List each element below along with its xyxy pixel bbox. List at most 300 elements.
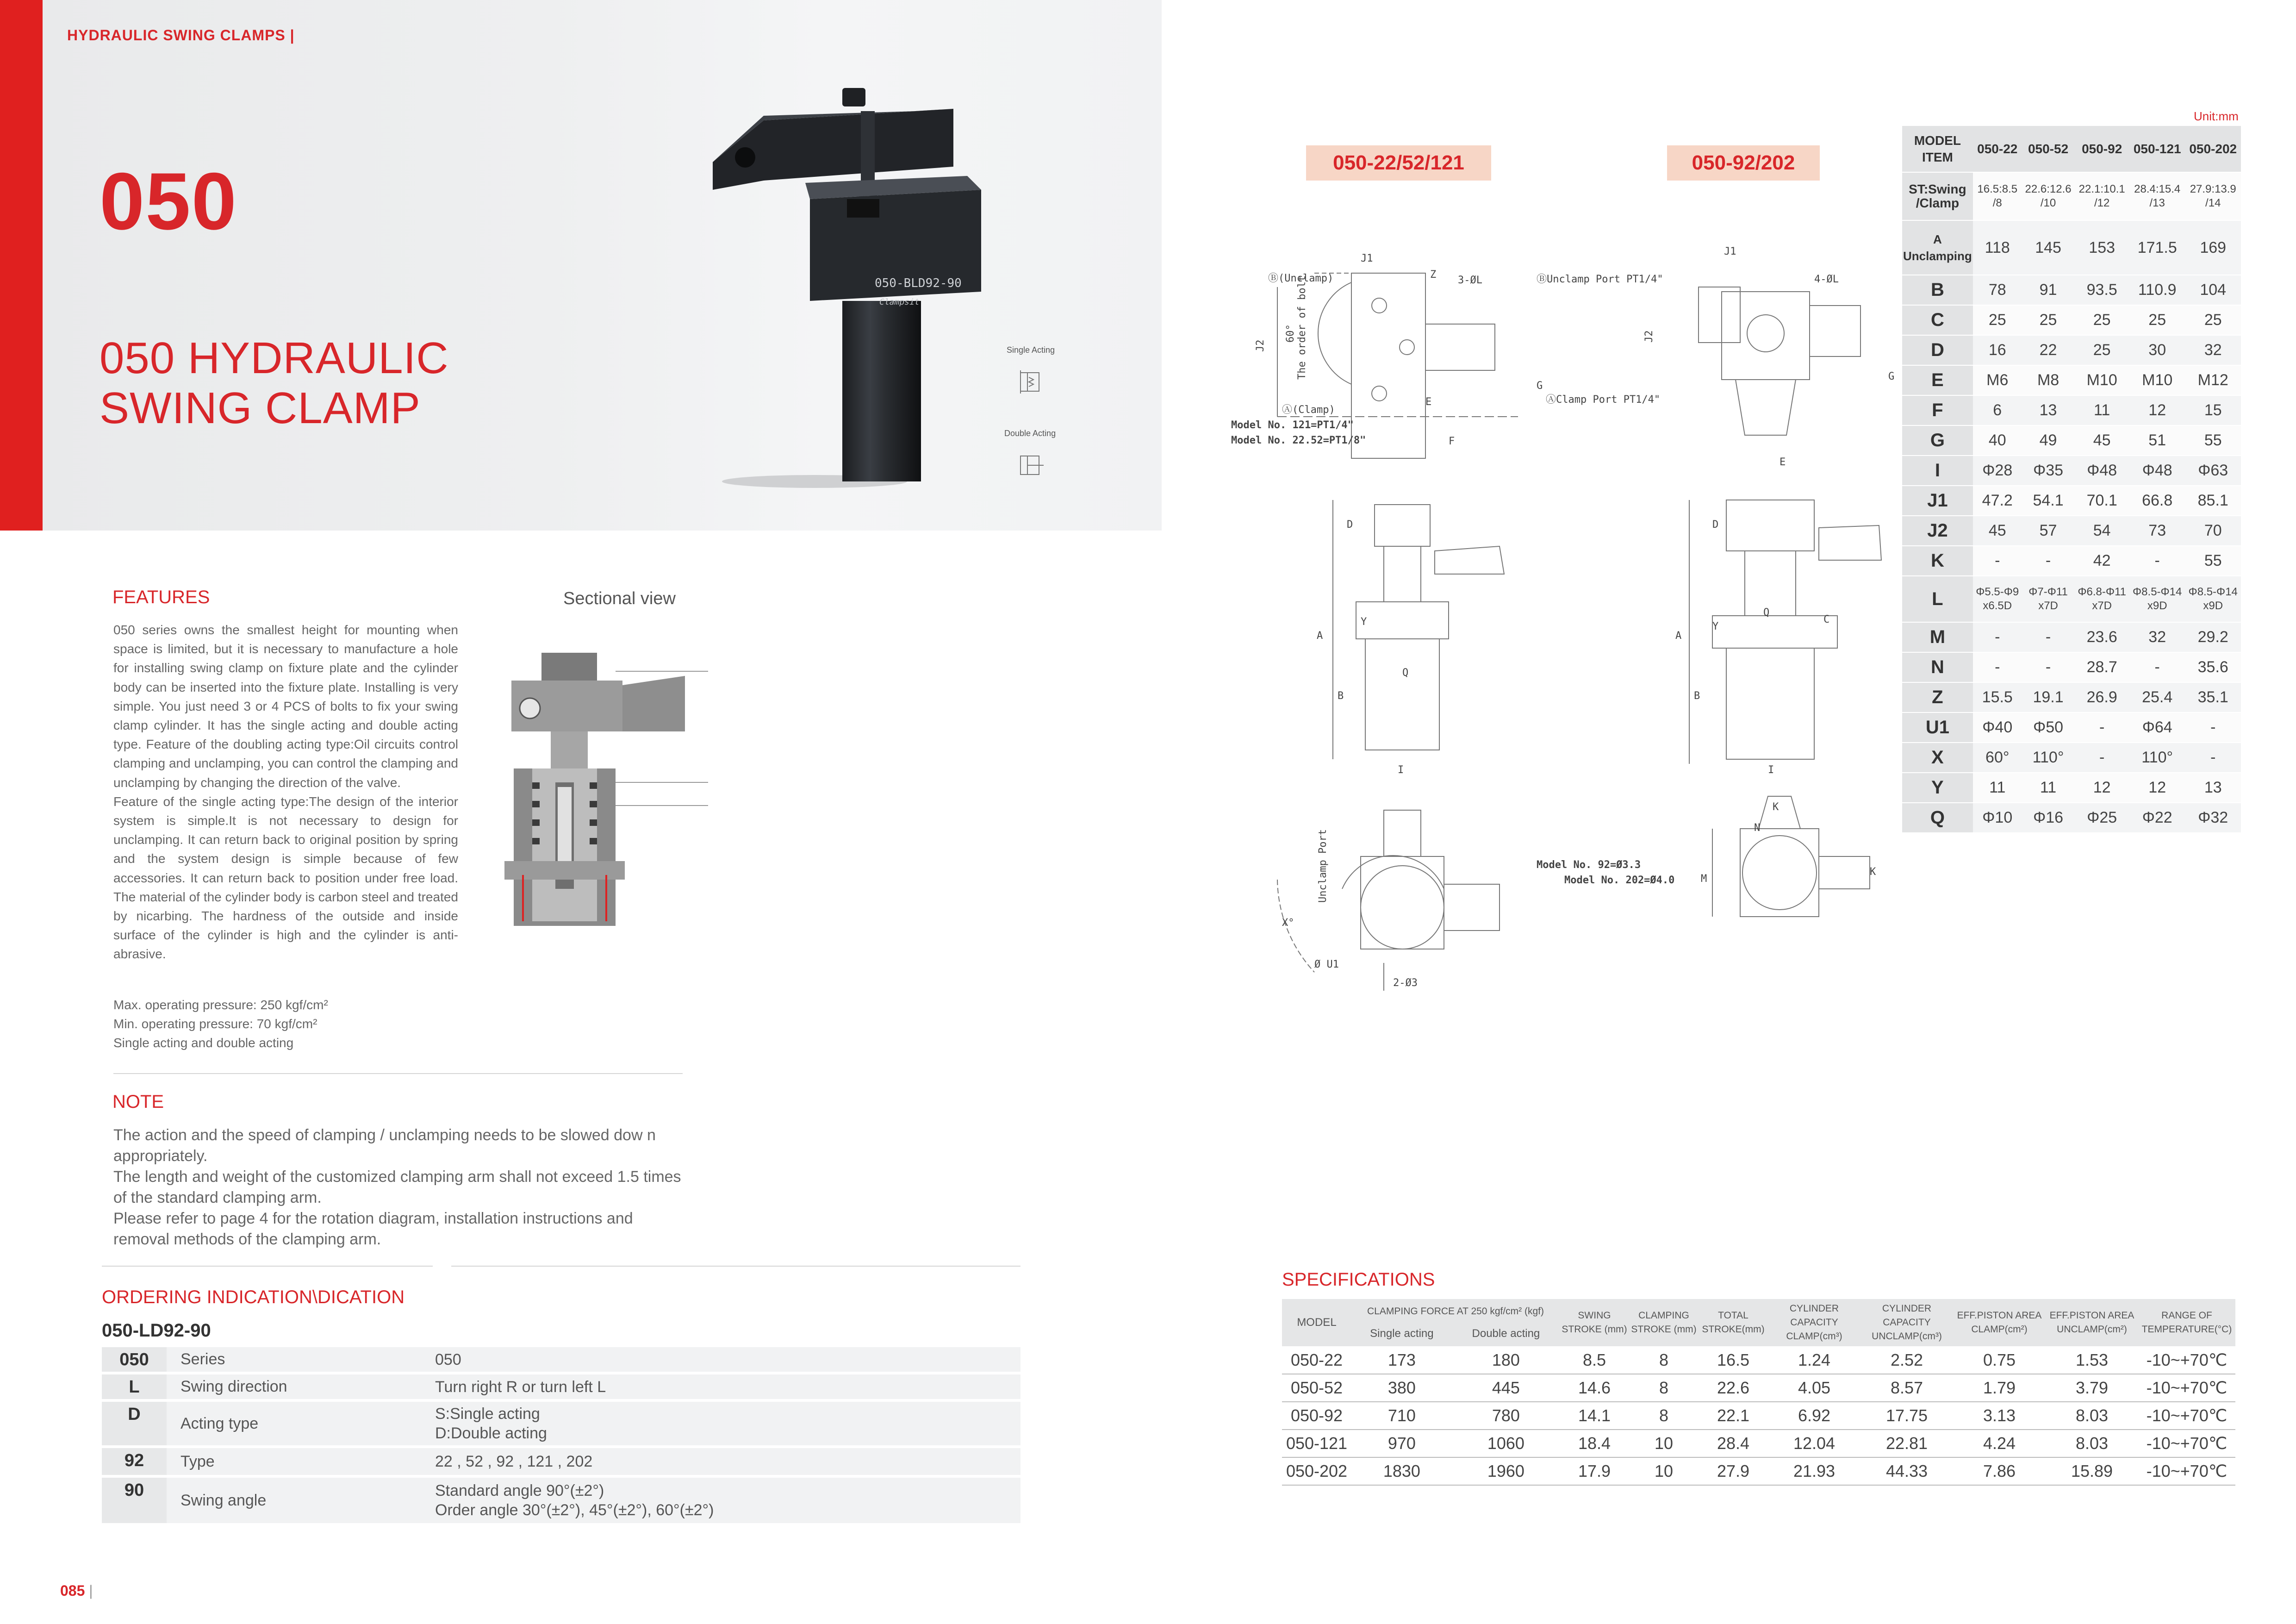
row-label-line: /Clamp — [1916, 196, 1960, 210]
ordering-model: 050-LD92-90 — [102, 1320, 211, 1341]
ordering-value-line: Standard angle 90°(±2°) — [435, 1482, 604, 1499]
col-header: Single acting — [1351, 1321, 1452, 1346]
table-cell: 22 — [2022, 335, 2075, 365]
table-cell: 12 — [2129, 395, 2185, 425]
table-cell: 70.1 — [2074, 486, 2129, 516]
double-acting-label: Double Acting — [1004, 429, 1056, 438]
ordering-value-line: Order angle 30°(±2°), 45°(±2°), 60°(±2°) — [435, 1501, 714, 1519]
table-cell: M8 — [2022, 365, 2075, 395]
table-cell: 49 — [2022, 425, 2075, 456]
table-cell: 45 — [2074, 425, 2129, 456]
table-row — [1902, 335, 2241, 365]
table-cell: 17.9 — [1560, 1457, 1629, 1485]
dim-F: F — [1449, 436, 1455, 447]
page-number-value: 085 — [60, 1582, 85, 1599]
table-cell: - — [2074, 743, 2129, 773]
table-cell: 1060 — [1452, 1430, 1560, 1457]
cell-line: x7D — [2092, 600, 2112, 612]
table-cell: 85.1 — [2185, 486, 2241, 516]
cell-line: 16.5:8.5 — [1977, 183, 2018, 195]
table-cell: 780 — [1452, 1402, 1560, 1430]
dim-I-2: I — [1768, 764, 1774, 776]
sectional-view-drawing — [504, 643, 717, 968]
note-heading: NOTE — [112, 1092, 164, 1112]
ordering-value-line: Turn right R or turn left L — [435, 1378, 606, 1396]
col-header: SWING STROKE (mm) — [1560, 1299, 1629, 1346]
table-cell: 44.33 — [1860, 1457, 1953, 1485]
table-cell: 29.2 — [2185, 622, 2241, 652]
table-cell: 8.03 — [2046, 1430, 2138, 1457]
table-cell — [2022, 576, 2075, 622]
table-cell: 8.57 — [1860, 1374, 1953, 1402]
row-label: J1 — [1902, 486, 1973, 516]
table-cell — [2074, 172, 2129, 220]
table-cell: 118 — [1973, 220, 2022, 275]
table-cell: 1.24 — [1768, 1346, 1860, 1374]
table-cell: 15.89 — [2046, 1457, 2138, 1485]
d1-clamp-label: Ⓐ(Clamp) — [1282, 404, 1335, 416]
dim-E: E — [1425, 396, 1432, 408]
table-row — [102, 1373, 1020, 1400]
table-cell: 11 — [2022, 773, 2075, 803]
table-row — [1902, 305, 2241, 335]
ordering-code: 90 — [102, 1476, 167, 1524]
table-cell: Φ16 — [2022, 803, 2075, 833]
table-cell: 12.04 — [1768, 1430, 1860, 1457]
table-cell: 42 — [2074, 546, 2129, 576]
d3-model-line-2: Model No. 202=Ø4.0 — [1564, 874, 1675, 886]
table-cell: 6 — [1973, 395, 2022, 425]
double-acting-symbol-icon — [1016, 449, 1048, 481]
table-cell: 25 — [2185, 305, 2241, 335]
table-cell: 15.5 — [1973, 682, 2022, 712]
table-cell: 26.9 — [2074, 682, 2129, 712]
d1-model-line-1: Model No. 121=PT1/4" — [1231, 419, 1354, 431]
unit-label: Unit:mm — [2194, 109, 2239, 123]
cell-line: Φ7-Φ11 — [2028, 586, 2068, 598]
table-row — [102, 1347, 1020, 1373]
col-header: 050-52 — [2022, 126, 2075, 172]
table-cell: 13 — [2022, 395, 2075, 425]
cell-line: 28.4:15.4 — [2134, 183, 2181, 195]
dim-N: N — [1754, 822, 1761, 834]
table-row — [1902, 773, 2241, 803]
table-row — [1282, 1402, 2235, 1430]
ordering-name: Swing direction — [167, 1373, 426, 1400]
note-line-3: Please refer to page 4 for the rotation diagram, installation instructions and removal methods of the clamping arm. — [113, 1210, 633, 1248]
ordering-code: 92 — [102, 1447, 167, 1476]
table-cell: 51 — [2129, 425, 2185, 456]
cell-line: Φ8.5-Φ14 — [2133, 586, 2182, 598]
row-label: L — [1902, 576, 1973, 622]
ordering-code: D — [102, 1400, 167, 1447]
table-cell: 40 — [1973, 425, 2022, 456]
table-cell: Φ63 — [2185, 456, 2241, 486]
d3-port-label: Unclamp Port — [1317, 829, 1329, 903]
dimensions-table — [1902, 126, 2241, 833]
title-line-1: 050 HYDRAULIC — [100, 333, 449, 383]
dim-J2: J2 — [1255, 339, 1266, 352]
row-label — [1902, 172, 1973, 220]
cell-line: 27.9:13.9 — [2190, 183, 2236, 195]
table-cell: M12 — [2185, 365, 2241, 395]
table-row — [1282, 1374, 2235, 1402]
table-cell: 25 — [1973, 305, 2022, 335]
cell-line: /14 — [2205, 197, 2221, 209]
col-header: CYLINDER CAPACITY UNCLAMP(cm³) — [1860, 1299, 1953, 1346]
d1-angle-label: 60° — [1285, 324, 1296, 343]
page-separator: | — [89, 1582, 93, 1599]
table-cell: 22.1 — [1699, 1402, 1768, 1430]
cell-line: x9D — [2147, 600, 2167, 612]
table-cell: 11 — [1973, 773, 2022, 803]
table-cell: 18.4 — [1560, 1430, 1629, 1457]
product-photo — [694, 83, 981, 491]
table-cell: 380 — [1351, 1374, 1452, 1402]
table-row — [1902, 546, 2241, 576]
table-cell: Φ35 — [2022, 456, 2075, 486]
table-cell: 11 — [2074, 395, 2129, 425]
row-label: Y — [1902, 773, 1973, 803]
table-cell: -10~+70℃ — [2138, 1374, 2235, 1402]
table-cell: 45 — [1973, 516, 2022, 546]
hero-banner — [43, 0, 1162, 531]
table-cell: 22.81 — [1860, 1430, 1953, 1457]
row-label: Q — [1902, 803, 1973, 833]
ordering-value — [426, 1476, 1020, 1524]
table-cell: 104 — [2185, 275, 2241, 305]
note-text — [113, 1125, 692, 1250]
table-cell: 710 — [1351, 1402, 1452, 1430]
table-cell: 25 — [2074, 335, 2129, 365]
table-cell: 145 — [2022, 220, 2075, 275]
table-cell: 78 — [1973, 275, 2022, 305]
row-label: Z — [1902, 682, 1973, 712]
table-cell: 21.93 — [1768, 1457, 1860, 1485]
table-row — [1902, 652, 2241, 682]
dim-M: M — [1701, 873, 1707, 885]
table-cell: 16.5 — [1699, 1346, 1768, 1374]
table-row — [1902, 275, 2241, 305]
page-title — [100, 333, 449, 433]
dim-B: B — [1338, 690, 1344, 702]
table-cell: 30 — [2129, 335, 2185, 365]
single-acting-symbol-icon — [1016, 366, 1048, 398]
cell-line: x9D — [2203, 600, 2223, 612]
cell-line: /13 — [2149, 197, 2165, 209]
table-cell: - — [1973, 546, 2022, 576]
table-row — [1282, 1430, 2235, 1457]
table-cell: 12 — [2129, 773, 2185, 803]
title-line-2: SWING CLAMP — [100, 383, 421, 433]
table-cell: Φ32 — [2185, 803, 2241, 833]
sectional-view-label: Sectional view — [563, 589, 676, 608]
table-cell: Φ10 — [1973, 803, 2022, 833]
table-cell: - — [2185, 712, 2241, 743]
brand-stamp: Clampsit — [879, 297, 920, 307]
col-header: CLAMPING FORCE AT 250 kgf/cm² (kgf) — [1351, 1299, 1560, 1321]
table-row — [1902, 743, 2241, 773]
divider — [113, 1073, 683, 1074]
table-cell: Φ48 — [2074, 456, 2129, 486]
row-label: E — [1902, 365, 1973, 395]
single-acting-label: Single Acting — [1007, 345, 1055, 355]
table-cell: 14.6 — [1560, 1374, 1629, 1402]
table-cell: - — [2129, 546, 2185, 576]
table-cell: 17.75 — [1860, 1402, 1953, 1430]
ordering-name: Swing angle — [167, 1476, 426, 1524]
table-cell: 73 — [2129, 516, 2185, 546]
table-cell: 10 — [1629, 1430, 1699, 1457]
technical-drawings — [1222, 241, 1893, 1018]
dim-X: X° — [1282, 917, 1294, 929]
table-cell: 19.1 — [2022, 682, 2075, 712]
specifications-heading: SPECIFICATIONS — [1282, 1269, 1435, 1290]
table-cell: 7.86 — [1953, 1457, 2046, 1485]
d3-model-line-1: Model No. 92=Ø3.3 — [1537, 859, 1641, 871]
table-row — [1282, 1346, 2235, 1374]
table-cell: 6.92 — [1768, 1402, 1860, 1430]
table-cell: 27.9 — [1699, 1457, 1768, 1485]
row-label: J2 — [1902, 516, 1973, 546]
table-cell: 15 — [2185, 395, 2241, 425]
table-cell: 28.7 — [2074, 652, 2129, 682]
table-cell: 1830 — [1351, 1457, 1452, 1485]
row-label: B — [1902, 275, 1973, 305]
table-cell: 970 — [1351, 1430, 1452, 1457]
table-cell: Φ50 — [2022, 712, 2075, 743]
table-cell: -10~+70℃ — [2138, 1402, 2235, 1430]
table-cell: Φ25 — [2074, 803, 2129, 833]
table-cell: 47.2 — [1973, 486, 2022, 516]
row-label: G — [1902, 425, 1973, 456]
table-cell: 110° — [2129, 743, 2185, 773]
ordering-value — [426, 1373, 1020, 1400]
col-header: CLAMPING STROKE (mm) — [1629, 1299, 1699, 1346]
table-cell: 050-121 — [1282, 1430, 1351, 1457]
table-cell: 4.24 — [1953, 1430, 2046, 1457]
table-cell: 169 — [2185, 220, 2241, 275]
table-cell: 55 — [2185, 546, 2241, 576]
table-row — [1902, 425, 2241, 456]
row-label: D — [1902, 335, 1973, 365]
max-pressure: Max. operating pressure: 250 kgf/cm² — [113, 998, 328, 1012]
table-cell: 1.79 — [1953, 1374, 2046, 1402]
table-cell: M10 — [2074, 365, 2129, 395]
col-header: 050-202 — [2185, 126, 2241, 172]
ordering-code: 050 — [102, 1347, 167, 1373]
col-header: CYLINDER CAPACITY CLAMP(cm³) — [1768, 1299, 1860, 1346]
col-header: 050-121 — [2129, 126, 2185, 172]
dim-J1-2: J1 — [1724, 246, 1736, 257]
table-cell — [2074, 576, 2129, 622]
table-cell: 13 — [2185, 773, 2241, 803]
col-header: EFF.PISTON AREA CLAMP(cm²) — [1953, 1299, 2046, 1346]
table-cell: 8 — [1629, 1402, 1699, 1430]
table-row — [1902, 622, 2241, 652]
tab-050-22-52-121[interactable]: 050-22/52/121 — [1306, 145, 1491, 181]
table-cell: 2.52 — [1860, 1346, 1953, 1374]
col-header: MODEL ITEM — [1902, 126, 1973, 172]
table-row — [1902, 576, 2241, 622]
col-header: 050-92 — [2074, 126, 2129, 172]
table-cell: 14.1 — [1560, 1402, 1629, 1430]
table-cell: 35.6 — [2185, 652, 2241, 682]
features-text — [113, 620, 458, 964]
col-header: EFF.PISTON AREA UNCLAMP(cm²) — [2046, 1299, 2138, 1346]
dim-C: C — [1823, 614, 1830, 625]
table-cell — [2129, 576, 2185, 622]
table-cell: -10~+70℃ — [2138, 1430, 2235, 1457]
cell-line: /8 — [1992, 197, 2002, 209]
table-cell: Φ22 — [2129, 803, 2185, 833]
table-cell: 25.4 — [2129, 682, 2185, 712]
cell-line: x7D — [2038, 600, 2058, 612]
table-cell: 050-22 — [1282, 1346, 1351, 1374]
table-row — [1902, 803, 2241, 833]
dim-J2-2: J2 — [1643, 330, 1655, 343]
col-header: MODEL — [1282, 1299, 1351, 1346]
red-side-bar — [0, 0, 43, 531]
table-cell: - — [2022, 652, 2075, 682]
dim-E-2: E — [1780, 456, 1786, 468]
dim-D: D — [1347, 519, 1353, 531]
table-cell: 1.53 — [2046, 1346, 2138, 1374]
cell-line: 22.6:12.6 — [2025, 183, 2072, 195]
features-paragraph-2: Feature of the single acting type:The design of the interior system is simple.It is not necessary to design for unclamping. It can return back to original position by spring and the system design is simple because of few accessories. It can return back to position under free load. The material of the cylinder body is carbon steel and treated by nicarbing. The hardness of the outside and inside surface of the cylinder is high and the cylinder is anti-abrasive. — [113, 794, 458, 962]
ordering-value-line: 22 , 52 , 92 , 121 , 202 — [435, 1453, 593, 1470]
dim-A-2: A — [1675, 630, 1682, 642]
row-label: I — [1902, 456, 1973, 486]
table-cell: 445 — [1452, 1374, 1560, 1402]
table-cell: Φ28 — [1973, 456, 2022, 486]
dim-D-2: D — [1712, 519, 1719, 531]
table-row — [1902, 220, 2241, 275]
ordering-heading: ORDERING INDICATION\DICATION — [102, 1287, 405, 1307]
ordering-value-line: 050 — [435, 1350, 461, 1368]
table-cell: 153 — [2074, 220, 2129, 275]
product-stamp: 050-BLD92-90 — [875, 276, 962, 290]
table-cell: 91 — [2022, 275, 2075, 305]
ordering-value-line: D:Double acting — [435, 1424, 547, 1442]
table-cell: 25 — [2074, 305, 2129, 335]
table-cell — [2129, 172, 2185, 220]
ordering-code: L — [102, 1373, 167, 1400]
ordering-name: Type — [167, 1447, 426, 1476]
row-label-line: A — [1933, 232, 1942, 246]
cell-line: /10 — [2040, 197, 2056, 209]
table-cell — [1973, 576, 2022, 622]
dim-G: G — [1537, 380, 1543, 392]
table-cell: 173 — [1351, 1346, 1452, 1374]
table-cell: - — [2074, 712, 2129, 743]
col-header: RANGE OF TEMPERATURE(°C) — [2138, 1299, 2235, 1346]
d1-model-line-2: Model No. 22.52=PT1/8" — [1231, 435, 1366, 446]
cell-line: x6.5D — [1983, 600, 2012, 612]
table-row — [1902, 456, 2241, 486]
table-cell: - — [1973, 652, 2022, 682]
table-cell: 93.5 — [2074, 275, 2129, 305]
dim-U1: Ø U1 — [1314, 959, 1339, 970]
table-row — [1902, 365, 2241, 395]
d2-unclamp-label: ⒷUnclamp Port PT1/4" — [1537, 274, 1663, 285]
table-cell: Φ40 — [1973, 712, 2022, 743]
table-cell: 050-202 — [1282, 1457, 1351, 1485]
table-row — [1902, 682, 2241, 712]
acting-types: Single acting and double acting — [113, 1036, 294, 1050]
d3-holes-label: 2-Ø3 — [1393, 977, 1418, 989]
table-cell: -10~+70℃ — [2138, 1346, 2235, 1374]
d2-clamp-label: ⒶClamp Port PT1/4" — [1546, 394, 1661, 406]
dim-Q: Q — [1402, 667, 1409, 679]
table-cell: 10 — [1629, 1457, 1699, 1485]
table-cell: - — [2129, 652, 2185, 682]
page-number — [60, 1582, 93, 1599]
cell-line: 22.1:10.1 — [2078, 183, 2125, 195]
table-row — [102, 1400, 1020, 1447]
note-line-1: The action and the speed of clamping / unclamping needs to be slowed dow n appropriately. — [113, 1126, 656, 1165]
min-pressure: Min. operating pressure: 70 kgf/cm² — [113, 1017, 317, 1031]
tab-050-92-202[interactable]: 050-92/202 — [1667, 145, 1820, 181]
ordering-name: Acting type — [167, 1400, 426, 1447]
table-cell — [1973, 172, 2022, 220]
row-label: K — [1902, 546, 1973, 576]
table-cell: 12 — [2074, 773, 2129, 803]
table-cell: 32 — [2185, 335, 2241, 365]
table-row — [102, 1476, 1020, 1524]
table-cell: 110° — [2022, 743, 2075, 773]
table-cell: 1960 — [1452, 1457, 1560, 1485]
table-cell: 110.9 — [2129, 275, 2185, 305]
table-cell: 66.8 — [2129, 486, 2185, 516]
table-cell: Φ64 — [2129, 712, 2185, 743]
table-cell: 0.75 — [1953, 1346, 2046, 1374]
dim-Q-2: Q — [1763, 607, 1770, 618]
table-row — [102, 1447, 1020, 1476]
pressure-info — [113, 995, 458, 1052]
table-cell: - — [2022, 546, 2075, 576]
ordering-value — [426, 1400, 1020, 1447]
cell-line: Φ6.8-Φ11 — [2078, 586, 2126, 598]
dim-I: I — [1398, 764, 1404, 776]
table-row — [1902, 172, 2241, 220]
row-label: N — [1902, 652, 1973, 682]
ordering-table — [102, 1347, 1020, 1526]
table-row — [1902, 516, 2241, 546]
table-cell: 3.79 — [2046, 1374, 2138, 1402]
col-header: Double acting — [1452, 1321, 1560, 1346]
table-cell: 8 — [1629, 1374, 1699, 1402]
dim-G-2: G — [1888, 371, 1895, 382]
table-cell: 4.05 — [1768, 1374, 1860, 1402]
table-row — [1282, 1457, 2235, 1485]
table-cell: 8 — [1629, 1346, 1699, 1374]
table-row — [1902, 395, 2241, 425]
d1-bolt-order-label: The order of bolt — [1296, 275, 1308, 380]
category-label: HYDRAULIC SWING CLAMPS | — [67, 27, 295, 44]
table-cell: 32 — [2129, 622, 2185, 652]
product-code: 050 — [100, 156, 237, 247]
table-cell: M10 — [2129, 365, 2185, 395]
table-cell: -10~+70℃ — [2138, 1457, 2235, 1485]
table-cell: 55 — [2185, 425, 2241, 456]
table-cell: 25 — [2022, 305, 2075, 335]
table-row — [1902, 486, 2241, 516]
table-cell: 8.03 — [2046, 1402, 2138, 1430]
table-header-row — [1282, 1299, 2235, 1321]
cell-line: Φ8.5-Φ14 — [2188, 586, 2238, 598]
ordering-name: Series — [167, 1347, 426, 1373]
